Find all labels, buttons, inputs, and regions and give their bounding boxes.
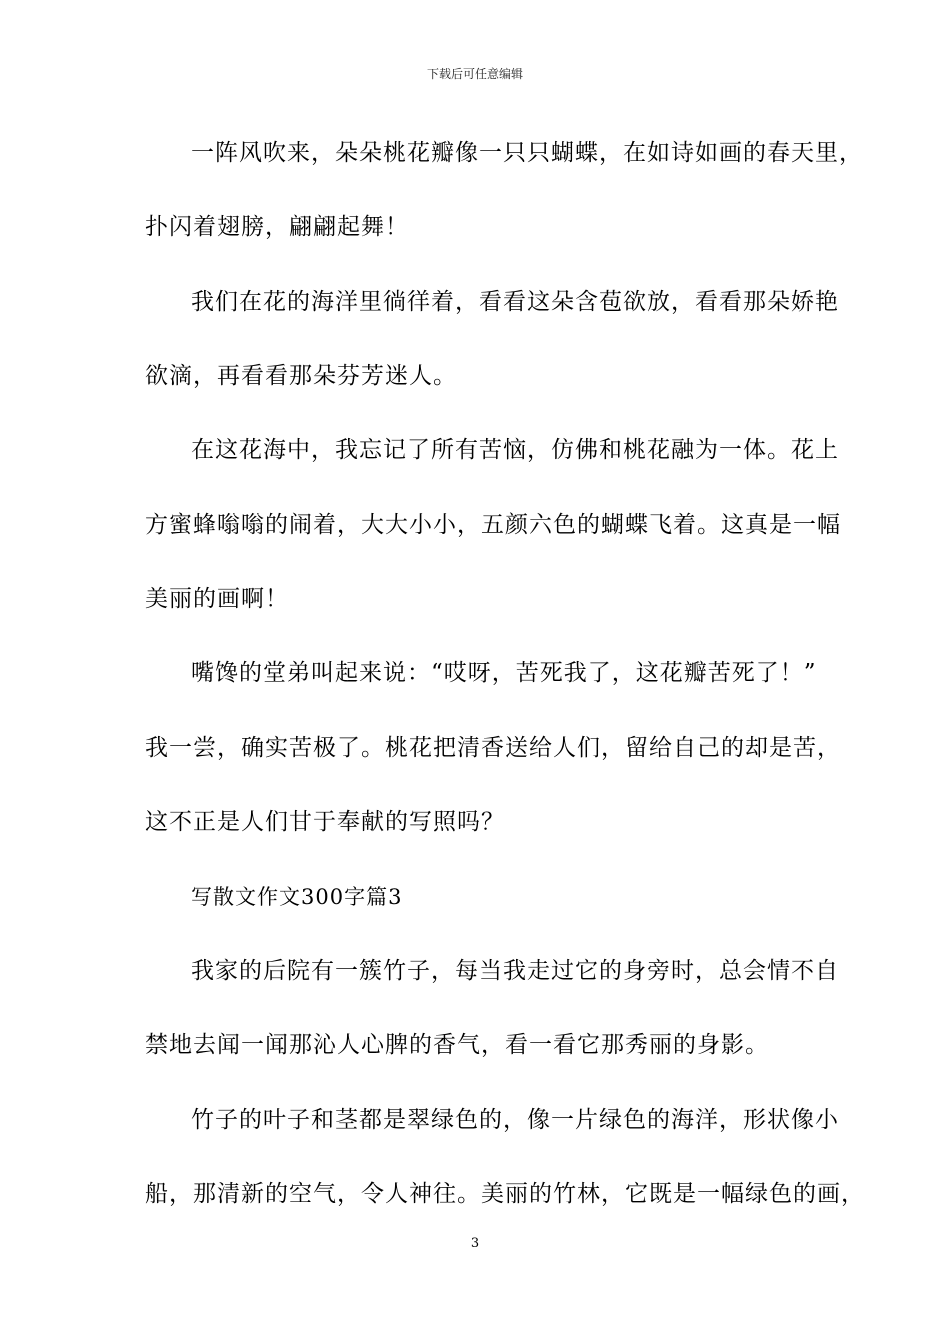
text-line: 欲滴，再看看那朵芬芳迷人。 xyxy=(145,363,457,389)
text-line: 这不正是人们甘于奉献的写照吗？ xyxy=(145,809,505,835)
text-line: 船，那清新的空气，令人神往。美丽的竹林，它既是一幅绿色的画， xyxy=(145,1181,865,1207)
text-line: 我家的后院有一簇竹子，每当我走过它的身旁时，总会情不自 xyxy=(191,958,839,984)
text-line: 扑闪着翅膀，翩翩起舞！ xyxy=(145,214,409,240)
text-line: 在这花海中，我忘记了所有苦恼，仿佛和桃花融为一体。花上 xyxy=(191,437,839,463)
text-line: 方蜜蜂嗡嗡的闹着，大大小小，五颜六色的蝴蝶飞着。这真是一幅 xyxy=(145,512,841,538)
text-line: 嘴馋的堂弟叫起来说：“哎呀，苦死我了，这花瓣苦死了！” xyxy=(191,660,817,686)
section-heading: 写散文作文300字篇3 xyxy=(191,885,403,909)
page-header: 下载后可任意编辑 xyxy=(426,67,523,81)
text-line: 美丽的画啊！ xyxy=(145,586,289,612)
text-line: 竹子的叶子和茎都是翠绿色的，像一片绿色的海洋，形状像小 xyxy=(191,1107,839,1133)
text-line: 禁地去闻一闻那沁人心脾的香气，看一看它那秀丽的身影。 xyxy=(145,1032,769,1058)
page-number: 3 xyxy=(470,1236,480,1251)
text-line: 我一尝，确实苦极了。桃花把清香送给人们，留给自己的却是苦， xyxy=(145,735,841,761)
text-line: 一阵风吹来，朵朵桃花瓣像一只只蝴蝶，在如诗如画的春天里， xyxy=(191,140,863,166)
text-line: 我们在花的海洋里徜徉着，看看这朵含苞欲放，看看那朵娇艳 xyxy=(191,289,839,315)
